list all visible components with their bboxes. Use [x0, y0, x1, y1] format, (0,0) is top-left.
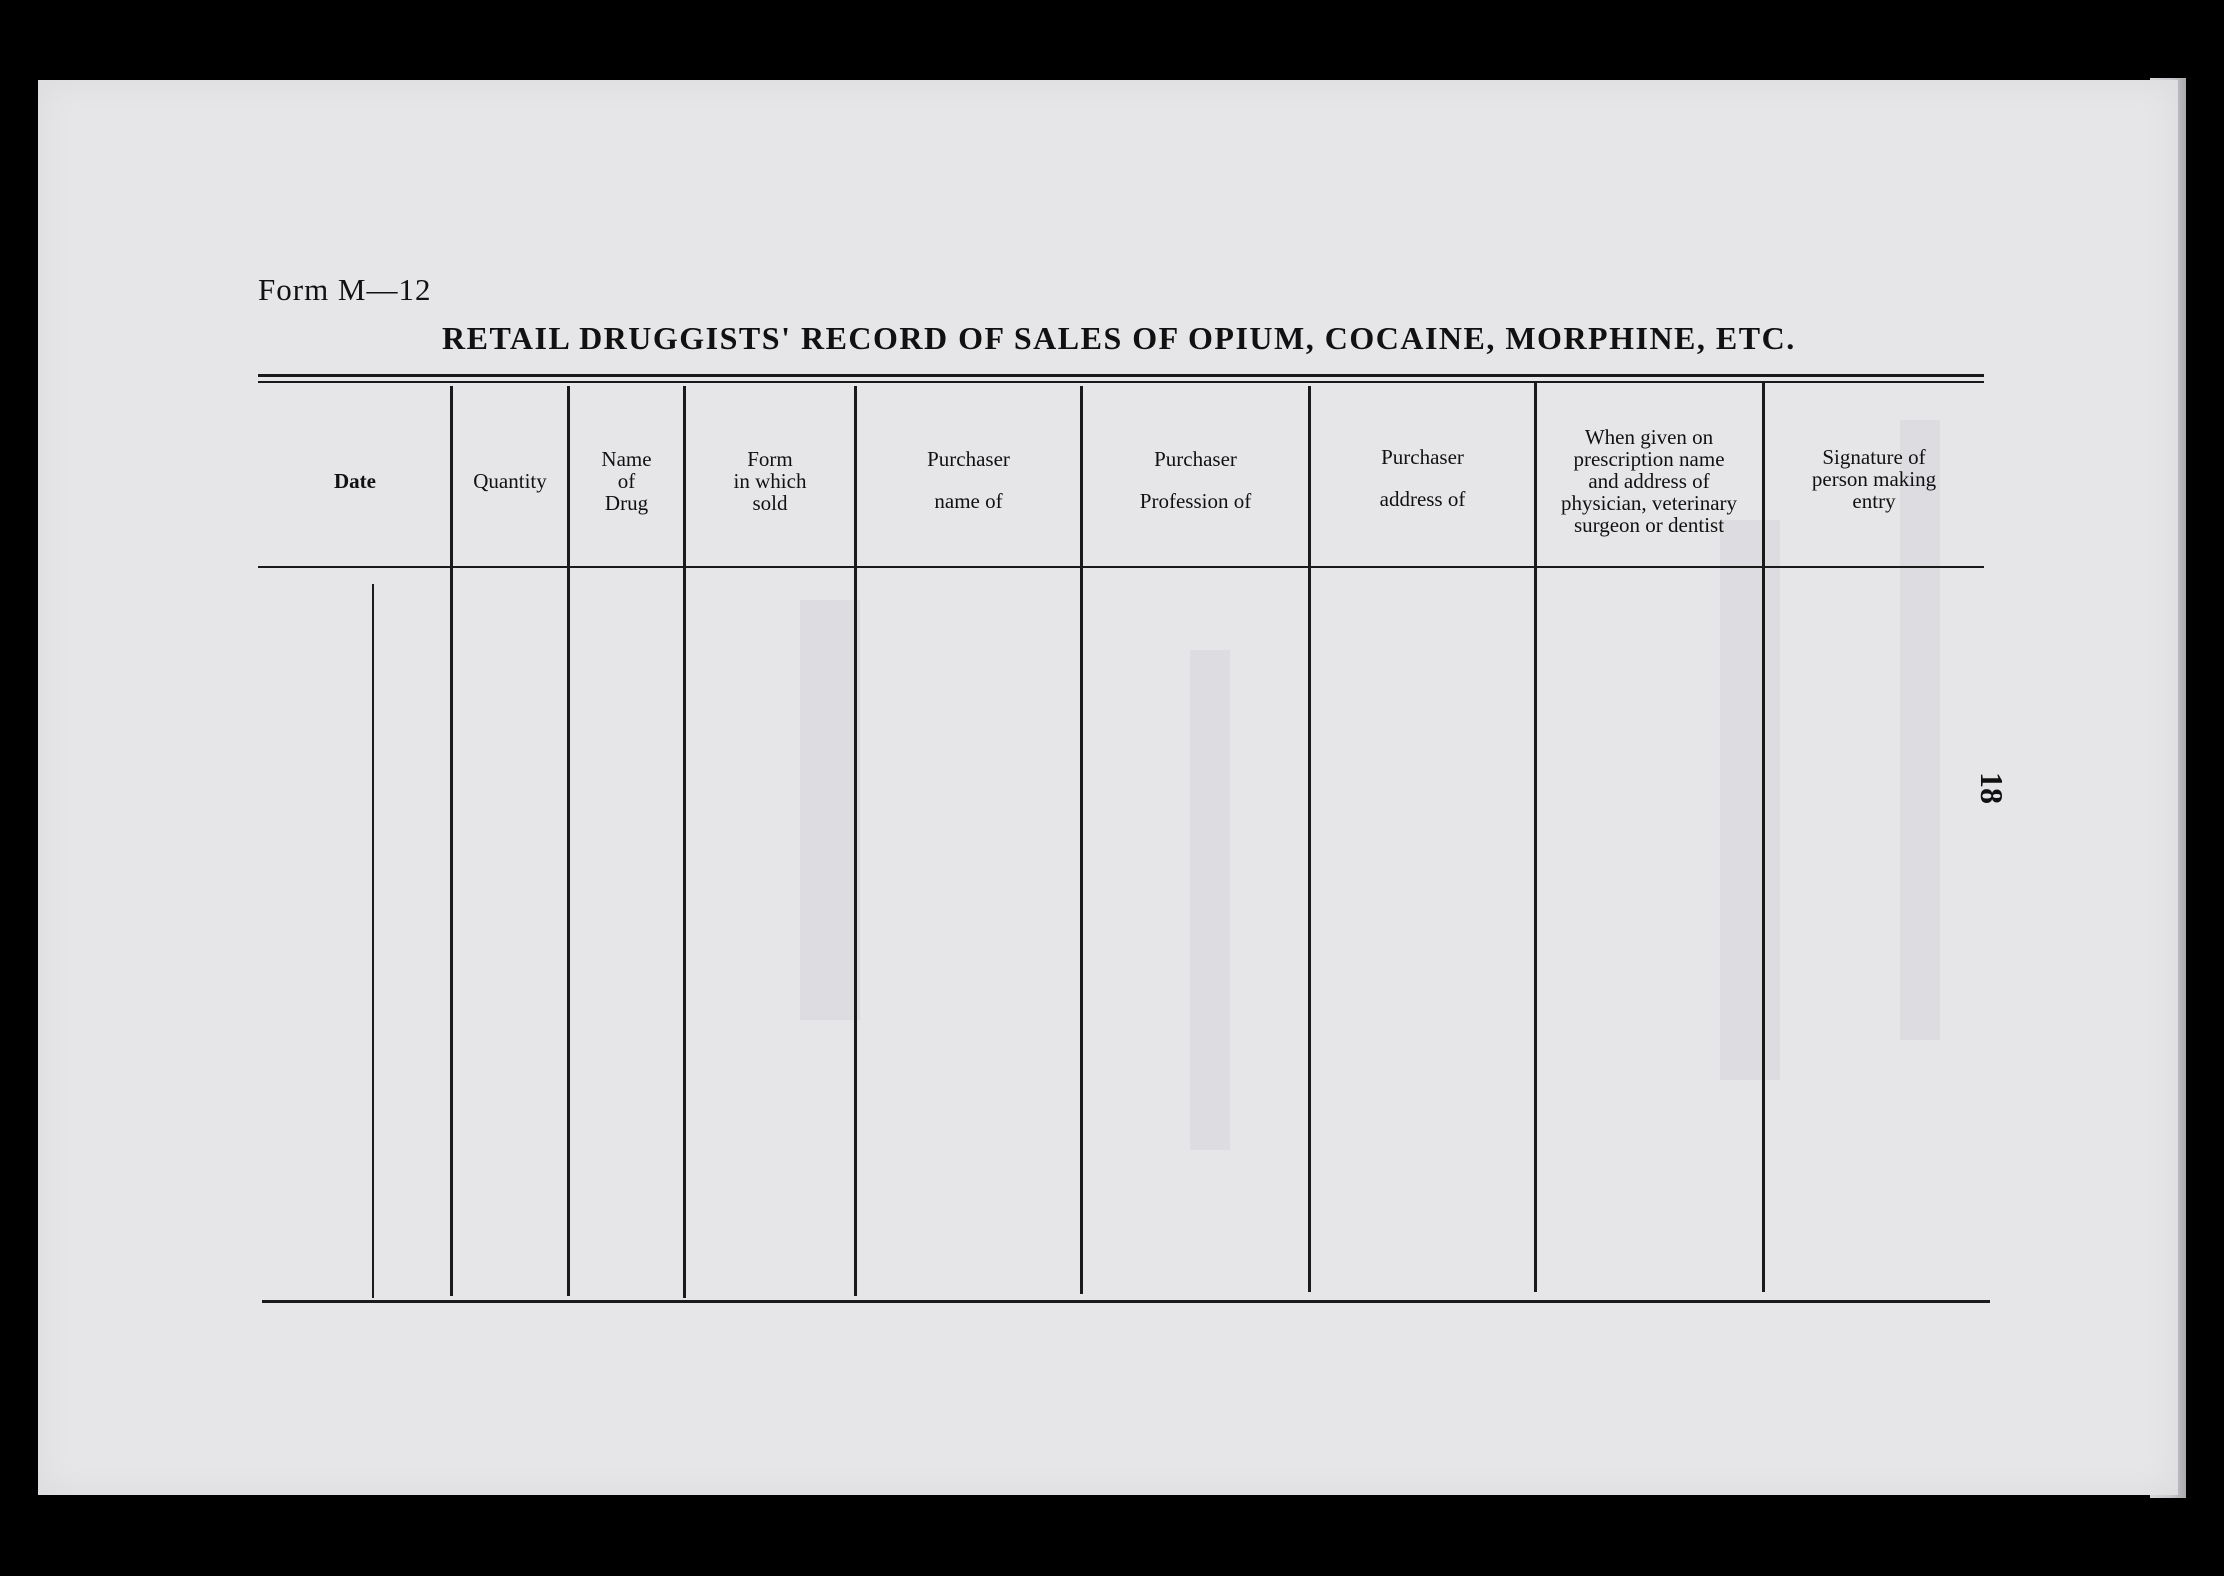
column-divider	[1308, 386, 1311, 1292]
table-bottom-rule	[262, 1300, 1990, 1303]
bleed-through-mark	[1900, 420, 1940, 1040]
column-header-signature: Signature of person making entry	[1811, 445, 1937, 513]
column-divider	[683, 386, 686, 1298]
column-divider	[854, 386, 857, 1296]
page-number: 18	[1974, 772, 2010, 804]
header-top-rule	[258, 374, 1984, 377]
date-subdivider	[372, 584, 374, 1298]
column-divider	[450, 386, 453, 1296]
column-header-quantity: Quantity	[473, 469, 547, 493]
bleed-through-mark	[800, 600, 860, 1020]
column-header-date: Date	[334, 469, 376, 493]
column-header-purchaser-name: Purchaser name of	[927, 447, 1010, 513]
column-header-form-sold: Form in which sold	[733, 447, 807, 515]
form-number: Form M—12	[258, 272, 432, 307]
column-header-prescriber: When given on prescription name and address of physician, veterinary surgeon or dentist	[1560, 425, 1738, 537]
bleed-through-mark	[1720, 520, 1780, 1080]
form-title: RETAIL DRUGGISTS' RECORD OF SALES OF OPIUM, COCAINE, MORPHINE, ETC.	[442, 320, 1796, 356]
column-divider	[1080, 386, 1083, 1294]
column-divider	[567, 386, 570, 1296]
column-header-purchaser-address: Purchaser address of	[1379, 445, 1466, 511]
header-top-rule-inner	[258, 381, 1984, 383]
bleed-through-mark	[1190, 650, 1230, 1150]
header-bottom-rule	[258, 566, 1984, 568]
column-header-purchaser-profession: Purchaser Profession of	[1139, 447, 1252, 513]
column-header-drug-name: Name of Drug	[601, 447, 652, 515]
